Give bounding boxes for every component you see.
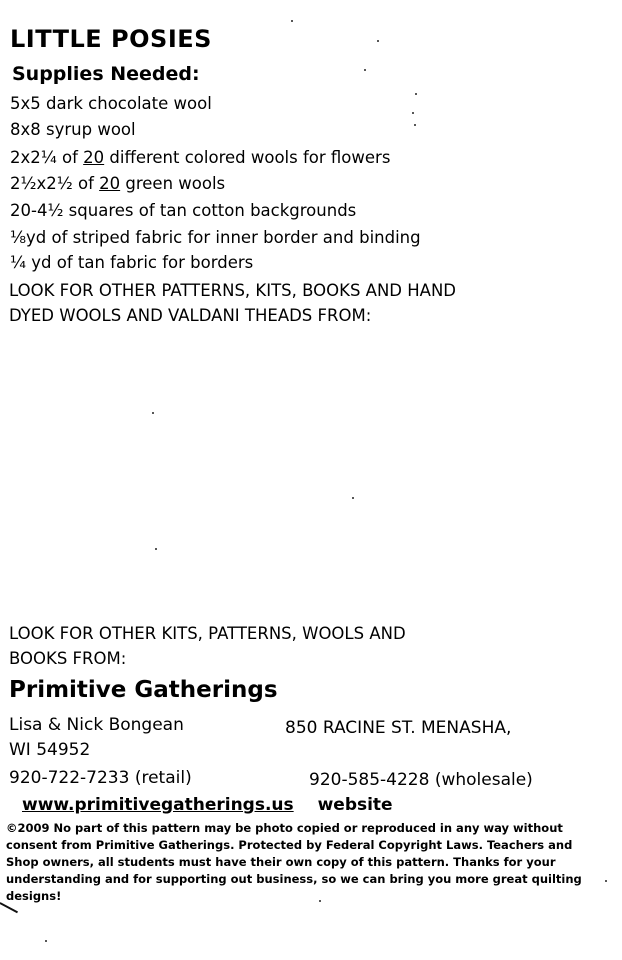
- scan-speck: [319, 900, 321, 902]
- scan-speck: [152, 412, 154, 414]
- supplies-heading: Supplies Needed:: [12, 63, 200, 85]
- supply-item: [10, 201, 356, 221]
- scan-speck: [415, 93, 417, 95]
- scan-speck: [291, 20, 293, 22]
- website-line: [22, 795, 393, 815]
- copyright-notice: ©2009 No part of this pattern may be photo copied or reproduced in any way without consent from Primitive Gatherings. Protected by Federal Copyright Laws. Teachers and Shop owners, all students must have their own copy of this pattern. Thanks for your understanding and for supporting out business, so we can bring you more great quilting designs!: [6, 821, 582, 903]
- contact-state-zip: WI 54952: [9, 740, 91, 760]
- scan-speck: [377, 40, 379, 42]
- look-for-line: BOOKS FROM:: [9, 649, 127, 668]
- supply-item: [10, 94, 212, 114]
- look-for-line: LOOK FOR OTHER KITS, PATTERNS, WOOLS AND: [9, 624, 406, 643]
- scan-speck: [364, 69, 366, 71]
- website-label: website: [317, 795, 393, 815]
- scan-speck: [414, 124, 416, 126]
- brand-name: Primitive Gatherings: [9, 677, 278, 703]
- supply-text: different colored wools for flowers: [104, 148, 391, 167]
- supply-item: [10, 228, 421, 248]
- look-for-line: DYED WOOLS AND VALDANI THEADS FROM:: [9, 306, 372, 325]
- supply-text: ⅛yd of striped fabric for inner border and binding: [10, 228, 421, 247]
- supply-quantity: 20: [83, 148, 105, 167]
- supply-text: 8x8 syrup wool: [10, 120, 136, 139]
- scan-speck: [605, 880, 607, 882]
- supply-text: 5x5 dark chocolate wool: [10, 94, 212, 113]
- website-link[interactable]: www.primitivegatherings.us: [22, 795, 294, 815]
- contact-address: 850 RACINE ST. MENASHA,: [285, 718, 512, 738]
- contact-names: Lisa & Nick Bongean: [9, 715, 184, 735]
- supply-text: ¼ yd of tan fabric for borders: [10, 253, 254, 272]
- phone-wholesale: 920-585-4228 (wholesale): [309, 770, 533, 790]
- supply-text: green wools: [120, 174, 226, 193]
- supply-item: [10, 148, 390, 168]
- scan-speck: [412, 112, 414, 114]
- supply-item: [10, 120, 136, 140]
- scan-speck: [352, 497, 354, 499]
- supply-item: [10, 174, 225, 194]
- supply-quantity: 20: [99, 174, 121, 193]
- scan-speck: [45, 940, 47, 942]
- supply-text: 2x2¼ of: [10, 148, 84, 167]
- scan-speck: [155, 548, 157, 550]
- supply-item: [10, 253, 253, 273]
- look-for-line: LOOK FOR OTHER PATTERNS, KITS, BOOKS AND HAND: [9, 281, 456, 300]
- supply-text: 20-4½ squares of tan cotton backgrounds: [10, 201, 357, 220]
- supply-text: 2½x2½ of: [10, 174, 100, 193]
- pattern-title: LITTLE POSIES: [10, 25, 212, 53]
- phone-retail: 920-722-7233 (retail): [9, 768, 192, 788]
